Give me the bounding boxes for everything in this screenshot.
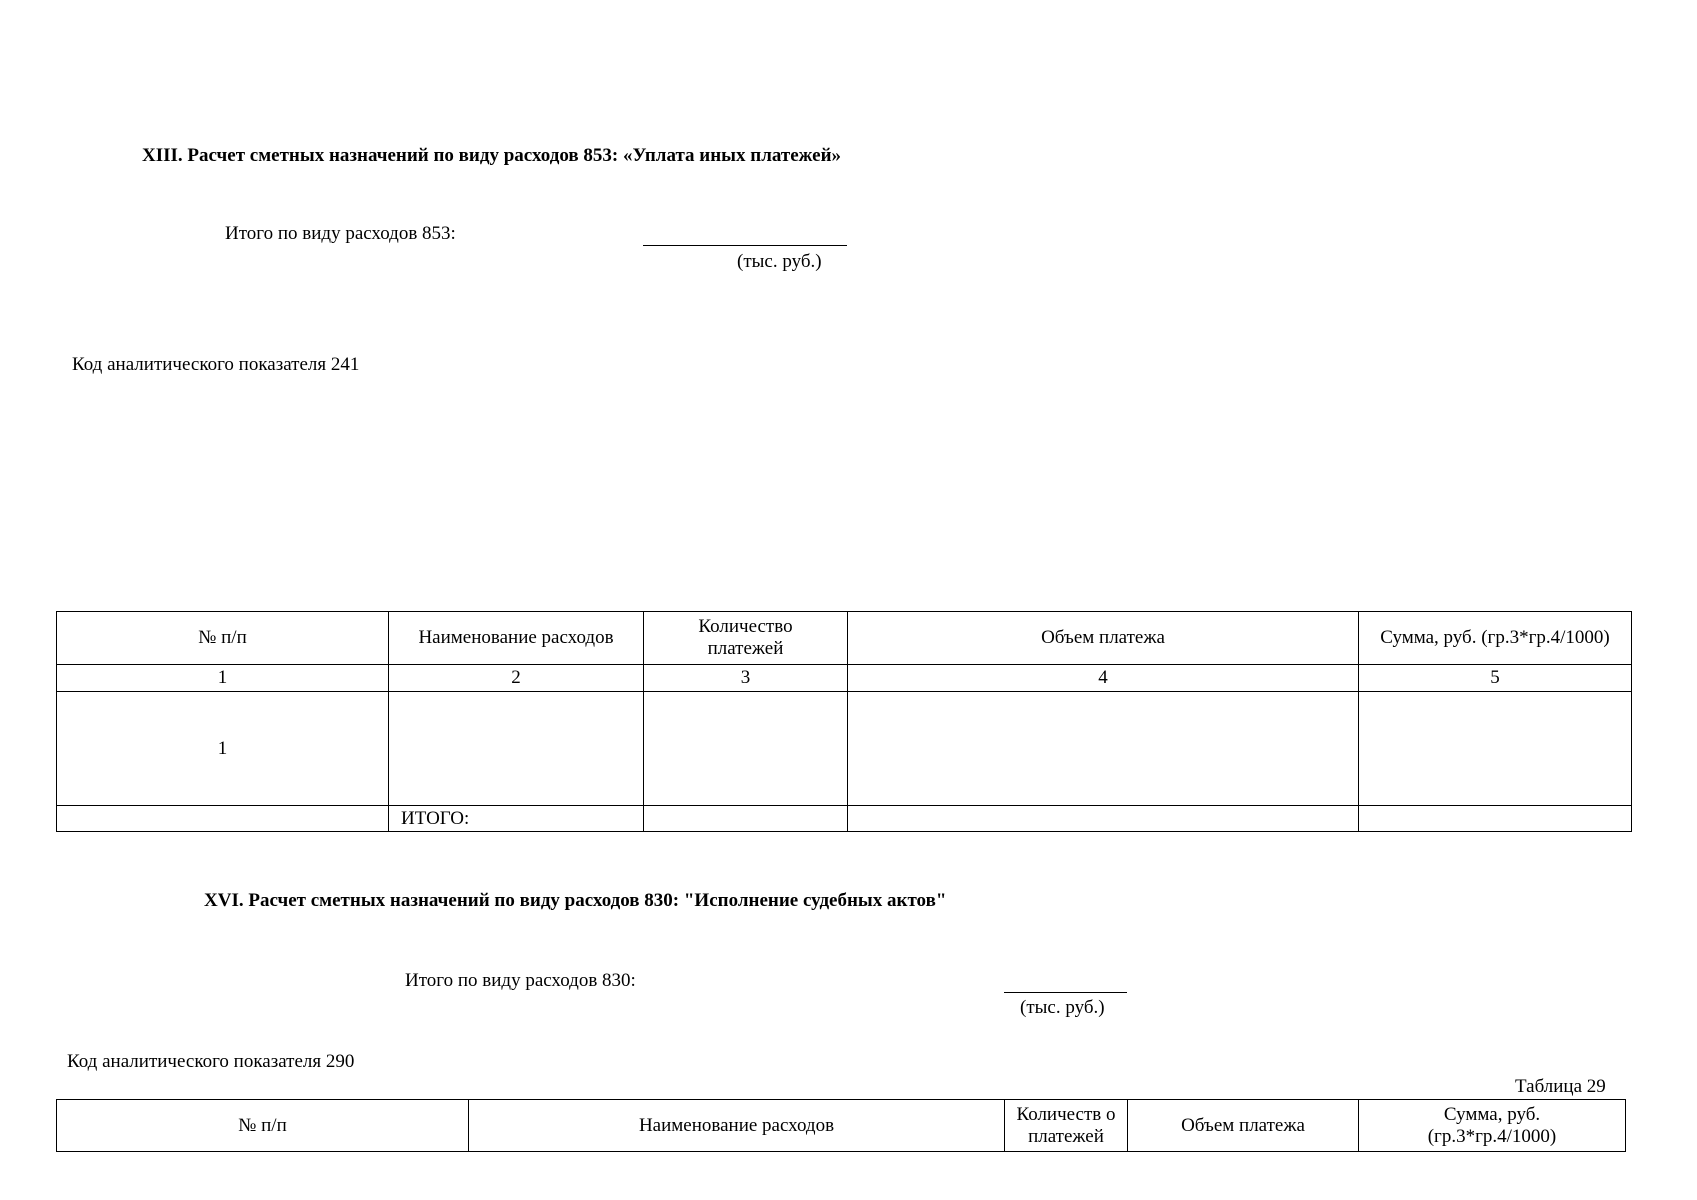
table-cell [644,692,848,806]
header-cell-count: Количеств о платежей [1005,1100,1128,1152]
table-row [57,692,1632,806]
col-number-cell: 3 [644,665,848,692]
header-cell-count: Количество платежей [644,612,848,665]
col-number-cell: 1 [57,665,389,692]
header-cell-sum: Сумма, руб. (гр.3*гр.4/1000) [1359,1100,1626,1152]
section-16-table [56,1099,1626,1152]
table-cell [57,806,389,832]
col-number-cell: 2 [389,665,644,692]
table-cell [848,692,1359,806]
section-13-heading: XIII. Расчет сметных назначений по виду расходов 853: «Уплата иных платежей» [142,145,842,166]
header-cell-name: Наименование расходов [469,1100,1005,1152]
total-row [57,806,1632,832]
table-cell [389,692,644,806]
section-13-total-label: Итого по виду расходов 853: [225,223,456,244]
col-number-cell: 5 [1359,665,1632,692]
table-cell [1359,806,1632,832]
column-number-row [57,665,1632,692]
section-13-table [56,611,1632,832]
header-cell-sum: Сумма, руб. (гр.3*гр.4/1000) [1359,612,1632,665]
table-cell [1359,692,1632,806]
header-cell-number: № п/п [57,1100,469,1152]
section-16-total-label: Итого по виду расходов 830: [405,970,636,991]
table-cell [644,806,848,832]
section-13-code-label: Код аналитического показателя 241 [72,354,360,375]
col-number-cell: 4 [848,665,1359,692]
header-cell-number: № п/п [57,612,389,665]
total-row-label: ИТОГО: [389,806,644,832]
header-cell-volume: Объем платежа [1128,1100,1359,1152]
section-16-total-blank-line [1004,992,1127,993]
header-cell-name: Наименование расходов [389,612,644,665]
table-cell: 1 [57,692,389,806]
section-16-code-label: Код аналитического показателя 290 [67,1051,355,1072]
header-cell-volume: Объем платежа [848,612,1359,665]
table-header-row [57,612,1632,665]
table-29-caption: Таблица 29 [1515,1076,1606,1097]
table-header-row [57,1100,1626,1152]
table-cell [848,806,1359,832]
section-16-heading: XVI. Расчет сметных назначений по виду расходов 830: "Исполнение судебных актов" [204,890,947,911]
section-16-unit: (тыс. руб.) [1020,997,1105,1018]
section-13-unit: (тыс. руб.) [737,251,822,272]
section-13-total-blank-line [643,245,847,246]
